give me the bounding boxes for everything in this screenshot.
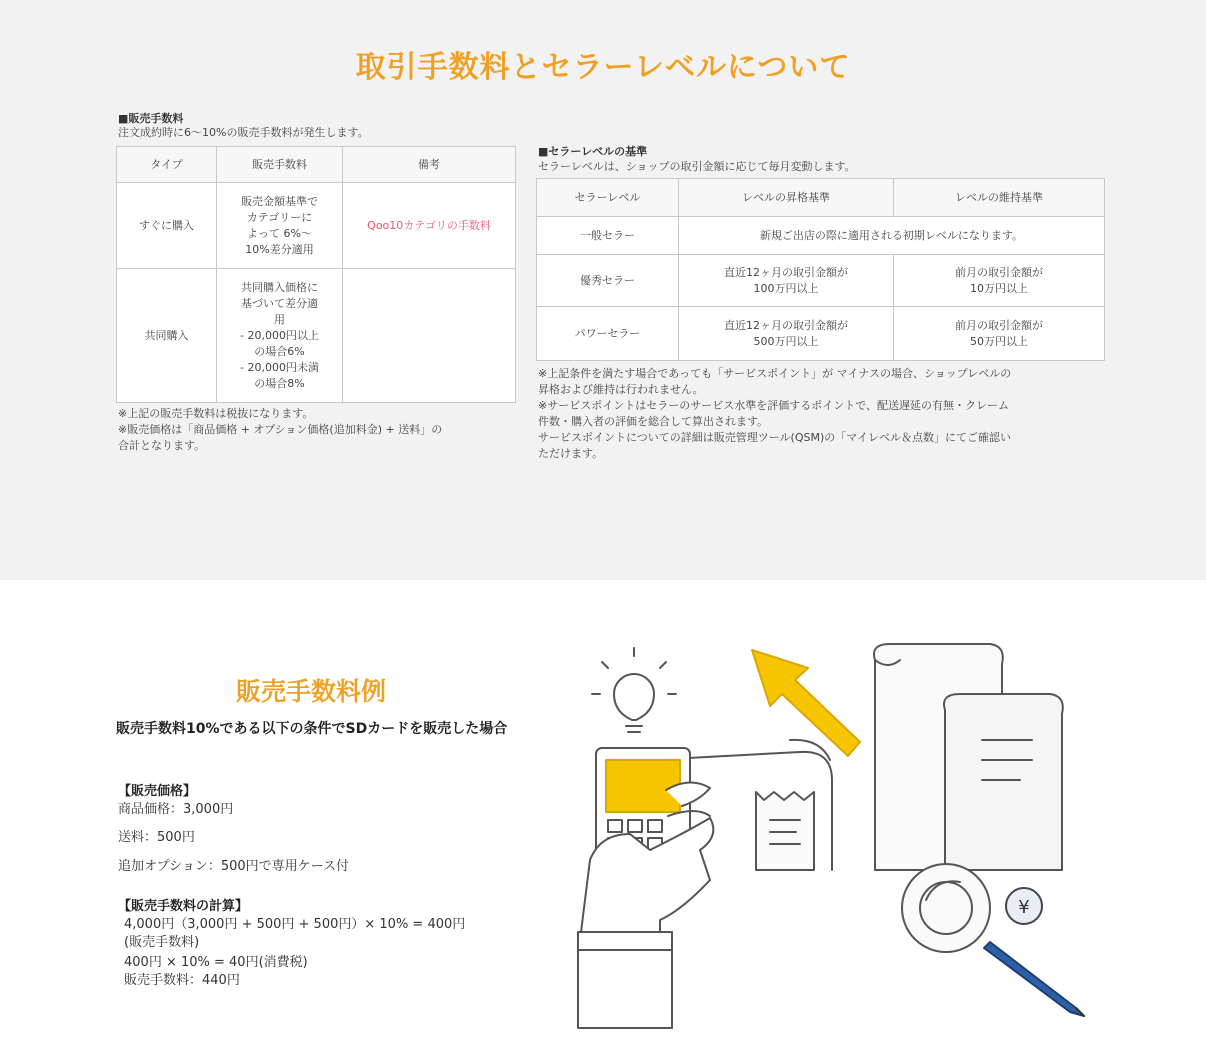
sleeve-icon — [578, 932, 672, 1028]
fee-line: 共同購入価格に — [241, 280, 318, 294]
magnifier-icon — [902, 864, 990, 952]
level-header-promote: レベルの昇格基準 — [679, 179, 894, 217]
pen-icon — [984, 942, 1084, 1016]
table-row — [537, 217, 1105, 255]
fee-note-cell: Qoo10カテゴリの手数料 — [343, 183, 516, 269]
promote-line: 100万円以上 — [753, 281, 819, 295]
fee-notes — [118, 406, 442, 454]
level-cell: 一般セラー — [537, 217, 679, 255]
fee-type-cell: 共同購入 — [117, 269, 217, 403]
promote-cell — [679, 255, 894, 307]
fee-type-cell: すぐに購入 — [117, 183, 217, 269]
table-row — [537, 307, 1105, 361]
table-row — [117, 269, 516, 403]
fee-table — [116, 146, 516, 403]
level-section-heading: ■セラーレベルの基準 — [538, 145, 648, 158]
maintain-cell — [894, 255, 1105, 307]
maintain-line: 前月の取引金額が — [955, 265, 1043, 279]
fee-line: 基づいて差分適 — [241, 296, 318, 310]
calc-line: 400円 × 10% = 40円(消費税) — [124, 955, 308, 970]
level-cell: 優秀セラー — [537, 255, 679, 307]
fee-header-fee: 販売手数料 — [217, 147, 343, 183]
receipt-icon — [944, 694, 1063, 870]
note-line: ※販売価格は「商品価格 + オプション価格(追加料金) + 送料」の — [118, 423, 443, 436]
fee-line: - 20,000円未満 — [240, 360, 319, 374]
fee-line: 販売金額基準で — [241, 194, 318, 208]
note-line: ※サービスポイントはセラーのサービス水準を評価するポイントで、配送遅延の有無・クレーム — [538, 399, 1009, 412]
level-section-subtitle: セラーレベルは、ショップの取引金額に応じて毎月変動します。 — [538, 160, 856, 173]
calc-heading: 【販売手数料の計算】 — [118, 899, 249, 914]
maintain-line: 10万円以上 — [970, 281, 1028, 295]
note-line: ※上記条件を満たす場合であっても「サービスポイント」が マイナスの場合、ショップレベルの — [538, 367, 1012, 380]
fee-header-note: 備考 — [343, 147, 516, 183]
promote-line: 直近12ヶ月の取引金額が — [724, 265, 848, 279]
fee-section-heading: ■販売手数料 — [118, 112, 184, 125]
calc-line: 4,000円（3,000円 + 500円 + 500円）× 10% = 400円 — [124, 917, 466, 932]
level-header-level: セラーレベル — [537, 179, 679, 217]
table-row — [537, 255, 1105, 307]
fee-section-subtitle: 注文成約時に6～10%の販売手数料が発生します。 — [118, 126, 369, 139]
promote-line: 500万円以上 — [753, 334, 819, 348]
fee-header-type: タイプ — [117, 147, 217, 183]
promote-line: 直近12ヶ月の取引金額が — [724, 318, 848, 332]
note-line: 昇格および維持は行われません。 — [538, 383, 704, 396]
price-line: 送料：500円 — [118, 830, 195, 845]
fee-line: 用 — [274, 312, 285, 326]
maintain-line: 50万円以上 — [970, 334, 1028, 348]
table-row — [117, 183, 516, 269]
fee-line: - 20,000円以上 — [240, 328, 319, 342]
level-desc-cell: 新規ご出店の際に適用される初期レベルになります。 — [679, 217, 1105, 255]
promote-cell — [679, 307, 894, 361]
price-line: 追加オプション：500円で専用ケース付 — [118, 859, 349, 874]
note-line: 合計となります。 — [118, 439, 206, 452]
fee-rate-cell — [217, 183, 343, 269]
fee-line: カテゴリーに — [246, 210, 313, 224]
page-title: 取引手数料とセラーレベルについて — [355, 50, 851, 85]
price-heading: 【販売価格】 — [118, 784, 197, 799]
lightbulb-icon — [614, 674, 654, 720]
level-notes — [538, 366, 1011, 462]
fee-line: の場合6% — [254, 344, 305, 358]
level-table — [536, 178, 1105, 361]
maintain-line: 前月の取引金額が — [955, 318, 1043, 332]
level-header-maintain: レベルの維持基準 — [894, 179, 1105, 217]
maintain-cell — [894, 307, 1105, 361]
note-line: 件数・購入者の評価を総合して算出されます。 — [538, 415, 769, 428]
level-cell: パワーセラー — [537, 307, 679, 361]
fee-line: の場合8% — [254, 376, 305, 390]
fee-illustration — [570, 620, 1110, 1030]
fee-line: よって 6%～ — [247, 226, 312, 240]
yen-symbol: ¥ — [1018, 897, 1030, 918]
fee-rate-cell — [217, 269, 343, 403]
example-title: 販売手数料例 — [236, 677, 387, 706]
note-line: サービスポイントについての詳細は販売管理ツール(QSM)の「マイレベル＆点数」にてご確認い — [538, 431, 1012, 444]
calc-line: 販売手数料：440円 — [124, 973, 240, 988]
price-line: 商品価格：3,000円 — [118, 802, 234, 817]
note-line: ※上記の販売手数料は税抜になります。 — [118, 407, 314, 420]
fee-line: 10%差分適用 — [245, 242, 314, 256]
fee-note-cell — [343, 269, 516, 403]
note-line: ただけます。 — [538, 447, 604, 460]
calc-line: (販売手数料) — [124, 935, 200, 950]
example-intro: 販売手数料10%である以下の条件でSDカードを販売した場合 — [116, 721, 508, 737]
